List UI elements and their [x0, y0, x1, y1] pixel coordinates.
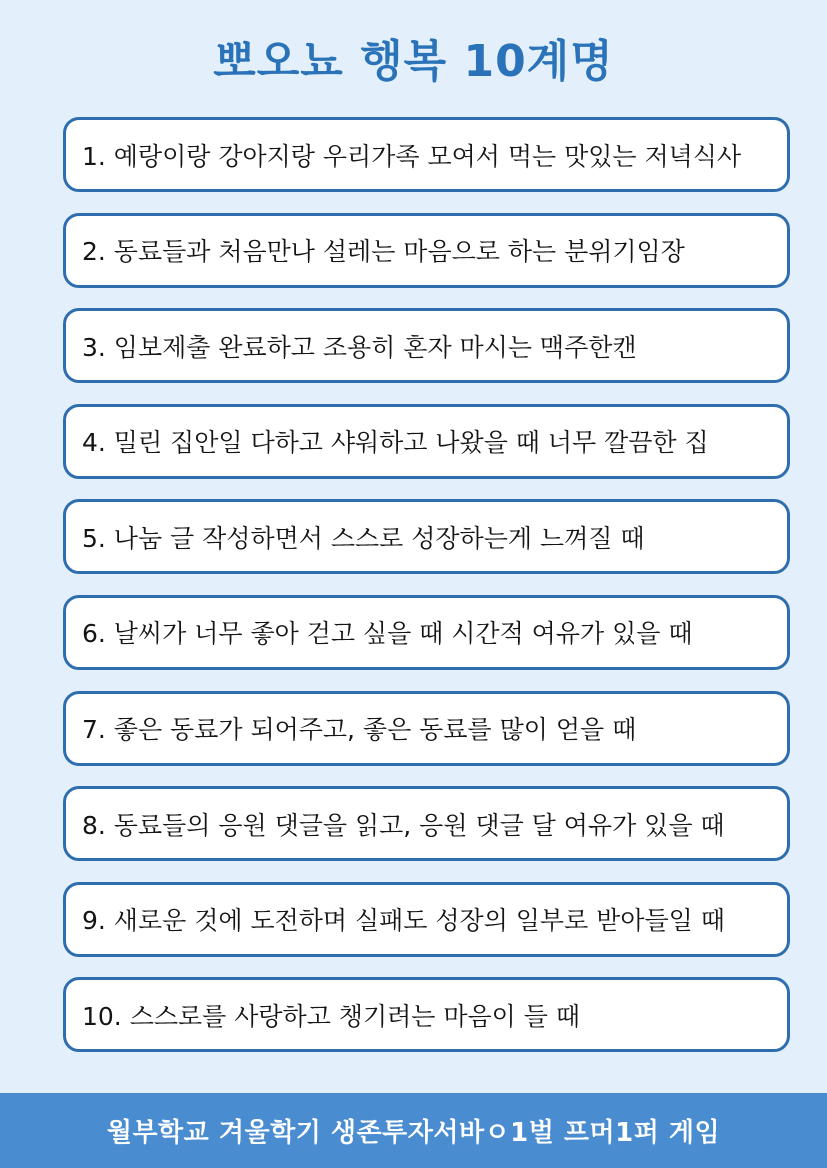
list-item-2: 2. 동료들과 처음만나 설레는 마음으로 하는 분위기임장: [63, 213, 790, 288]
list-item-8: 8. 동료들의 응원 댓글을 읽고, 응원 댓글 달 여유가 있을 때: [63, 786, 790, 861]
footer-text: 월부학교 겨울학기 생존투자서바ㅇ1벌 프머1퍼 게임: [106, 1118, 721, 1148]
list-item-6: 6. 날씨가 너무 좋아 걷고 싶을 때 시간적 여유가 있을 때: [63, 595, 790, 670]
list-item-3: 3. 임보제출 완료하고 조용히 혼자 마시는 맥주한캔: [63, 308, 790, 383]
footer-banner: [0, 1093, 827, 1168]
list-item-5: 5. 나눔 글 작성하면서 스스로 성장하는게 느껴질 때: [63, 499, 790, 574]
list-item-7: 7. 좋은 동료가 되어주고, 좋은 동료를 많이 얻을 때: [63, 691, 790, 766]
list-item-9: 9. 새로운 것에 도전하며 실패도 성장의 일부로 받아들일 때: [63, 882, 790, 957]
page-title: 뽀오뇨 행복 10계명: [213, 36, 614, 87]
list-item-10: 10. 스스로를 사랑하고 챙기려는 마음이 들 때: [63, 977, 790, 1052]
list-item-4: 4. 밀린 집안일 다하고 샤워하고 나왔을 때 너무 깔끔한 집: [63, 404, 790, 479]
rules-list: [63, 117, 790, 1073]
list-item-1: 1. 예랑이랑 강아지랑 우리가족 모여서 먹는 맛있는 저녁식사: [63, 117, 790, 192]
